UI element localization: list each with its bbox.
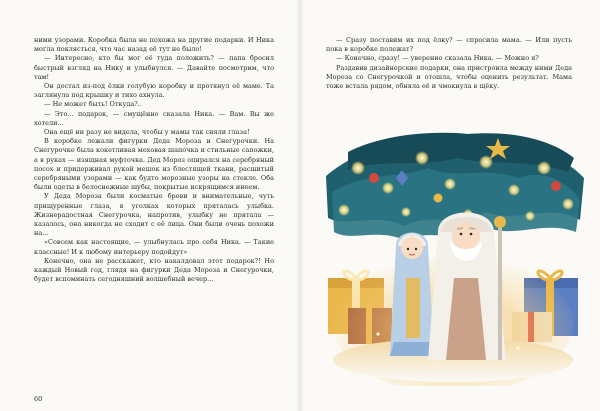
paragraph: Конечно, она не расскажет, кто накалдовал этот подарок?! Но каждый Новый год, глядя на фигурки Деда Мороза и Снегурочки, будет вспоминать сегодняшний волшебный вечер...: [34, 256, 274, 284]
paragraph: ними узорами. Коробка была не похожа на другие подарки. И Ника могла поклясться, что час назад её тут не было!: [34, 36, 274, 54]
paragraph: Он достал из-под ёлки голубую коробку и протянул её маме. Та заглянула под крышку и тихо ахнула.: [34, 82, 274, 100]
right-page: [300, 0, 600, 411]
christmas-tree-figurines-illustration: [318, 128, 588, 386]
page-number: 60: [34, 395, 43, 403]
left-page-text: [34, 36, 274, 284]
right-page-text: [326, 36, 572, 91]
paragraph: У Деда Мороза были косматые брови и внимательные, чуть прищуренные глаза, в уголках которых пряталась улыбка. Жизнерадостная Снегурочка, напротив, улыбку не прятала — казалось, она никогда не сходит с её лица. Они были очень похожи на...: [34, 192, 274, 238]
paragraph: — Интересно, кто бы мог её туда положить? — папа бросил быстрый взгляд на Нику и улыбнулся. — Давайте посмотрим, что там!: [34, 54, 274, 81]
paragraph: Она ещё ни разу не видела, чтобы у мамы так сияли глаза!: [44, 128, 250, 137]
paragraph: В коробке лежали фигурки Деда Мороза и Снегурочки. На Снегурочке была кокетливая меховая шапочка и стильные сапожки, а в руках — изящная муфточка. Дед Мороз опирался на серебряный посох и придерживал рукой мешок из блестящей ткани, расшитый серебряными узорами — как будто морозные узоры на стекле. Оба были одеты в белоснежные шубы, покрытые искрящимся инеем.: [34, 137, 274, 192]
paragraph: «Совсем как настоящие, — улыбнулась про себя Ника. — Такие классные! И к любому интерьеру подойдут»: [34, 238, 274, 256]
santa-figurine: [428, 213, 506, 361]
snow-maiden-figurine: [390, 233, 434, 357]
paragraph: — Не может быть! Откуда?..: [44, 100, 142, 109]
paragraph: — Сразу поставим их под ёлку? — спросила мама. — Или пусть пока в коробке полежат?: [326, 36, 572, 54]
paragraph: — Конечно, сразу! — уверенно сказала Ника. — Можно я?: [336, 54, 539, 63]
paragraph: Раздавив дизайнерские подарки, она пристроила между ними Деда Мороза со Снегурочкой и отошла, чтобы оценить результат. Мама тоже встала рядом, обняла её и чмокнула в щёку.: [326, 63, 572, 91]
paragraph: — Это... подарок, — смущённо сказала Ника. — Вам. Вы же хотели...: [34, 109, 274, 127]
